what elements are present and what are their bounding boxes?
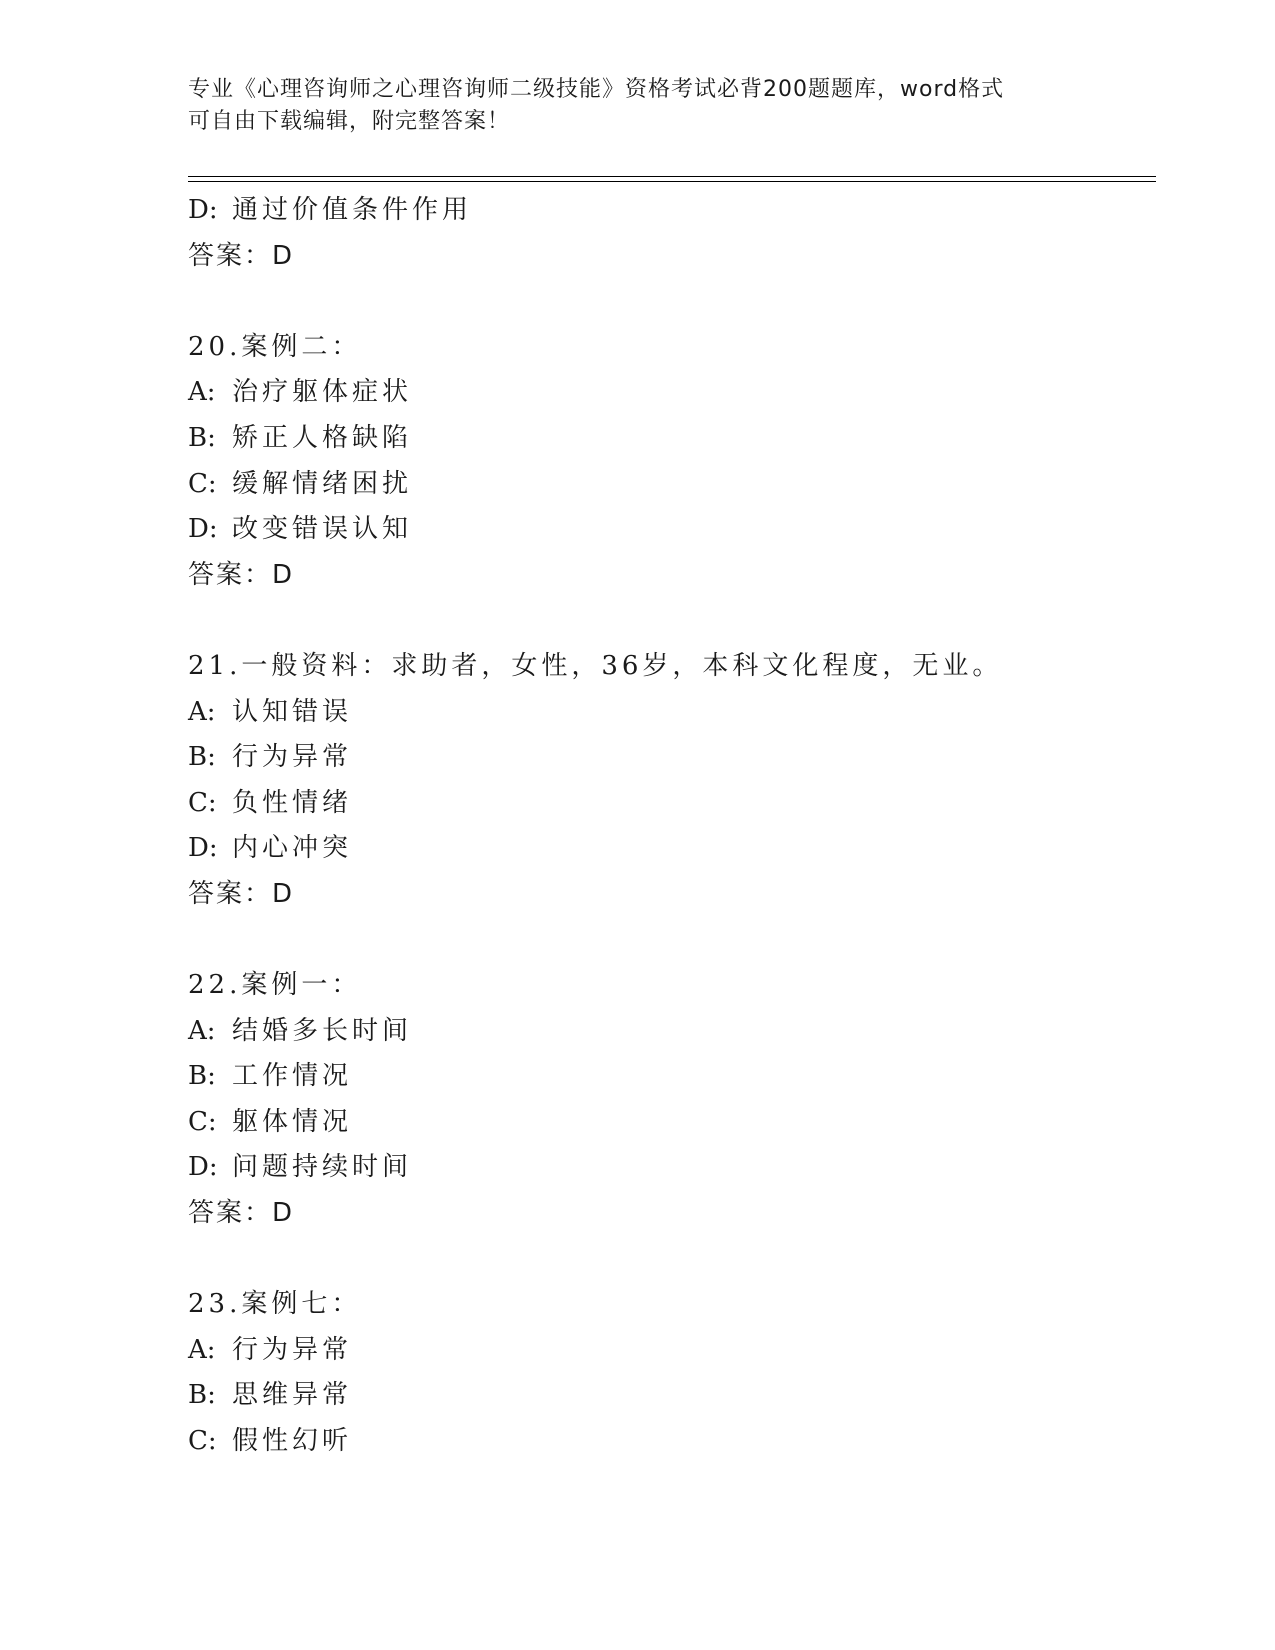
option-letter: D:: [188, 1152, 218, 1183]
option-letter: C:: [188, 787, 217, 818]
option-row: [188, 1145, 1156, 1191]
option-row: [188, 370, 1156, 416]
option-row: [188, 188, 1156, 234]
option-text: 矫正人格缺陷: [232, 422, 413, 453]
option-text: 改变错误认知: [232, 514, 413, 545]
option-letter: D:: [188, 514, 218, 545]
option-row: [188, 690, 1156, 736]
option-row: [188, 416, 1156, 462]
header-rule-top: [188, 176, 1156, 177]
option-text: 思维异常: [232, 1380, 353, 1411]
option-row: [188, 1328, 1156, 1374]
option-letter: A:: [188, 696, 216, 727]
option-row: [188, 1054, 1156, 1100]
header-line-1: 专业《心理咨询师之心理咨询师二级技能》资格考试必背200题题库，word格式: [188, 77, 1005, 102]
answer-line: 答案：D: [188, 878, 295, 909]
option-row: [188, 1373, 1156, 1419]
option-letter: B:: [188, 1061, 216, 1092]
option-row: [188, 1009, 1156, 1055]
option-letter: A:: [188, 377, 216, 408]
spacer: [188, 279, 1156, 325]
option-text: 结婚多长时间: [232, 1015, 413, 1046]
answer-line: 答案：D: [188, 559, 295, 590]
option-text: 通过价值条件作用: [232, 195, 473, 225]
option-letter: C:: [188, 1426, 217, 1457]
option-text: 工作情况: [232, 1061, 353, 1092]
question-content: [188, 188, 1156, 1465]
option-letter: D:: [188, 833, 218, 864]
answer-line: 答案：D: [188, 1198, 295, 1229]
question-title: 23.案例七：: [188, 1289, 362, 1320]
question-title: 21.一般资料：求助者，女性，36岁，本科文化程度，无业。: [188, 650, 1003, 681]
question-title: 22.案例一：: [188, 970, 362, 1001]
option-letter: D:: [188, 195, 218, 225]
option-text: 认知错误: [232, 696, 353, 727]
option-letter: C:: [188, 1106, 217, 1137]
option-text: 负性情绪: [232, 787, 353, 818]
option-letter: B:: [188, 742, 216, 773]
option-letter: A:: [188, 1015, 216, 1046]
spacer: [188, 598, 1156, 644]
header-line-2: 可自由下载编辑，附完整答案！: [188, 109, 511, 134]
option-text: 行为异常: [232, 1334, 353, 1365]
option-row: [188, 826, 1156, 872]
spacer: [188, 1237, 1156, 1283]
option-row: [188, 1419, 1156, 1465]
header-rule-bottom: [188, 181, 1156, 182]
option-row: [188, 735, 1156, 781]
option-text: 内心冲突: [232, 833, 353, 864]
spacer: [188, 918, 1156, 964]
page-header: [188, 74, 1088, 138]
option-row: [188, 462, 1156, 508]
option-row: [188, 781, 1156, 827]
option-letter: C:: [188, 468, 217, 499]
option-row: [188, 507, 1156, 553]
option-letter: A:: [188, 1334, 216, 1365]
option-text: 缓解情绪困扰: [232, 468, 413, 499]
option-letter: B:: [188, 422, 216, 453]
option-row: [188, 1100, 1156, 1146]
answer-line: 答案：D: [188, 240, 295, 271]
option-text: 躯体情况: [232, 1106, 353, 1137]
option-text: 行为异常: [232, 742, 353, 773]
option-text: 问题持续时间: [232, 1152, 413, 1183]
option-text: 治疗躯体症状: [232, 377, 413, 408]
option-text: 假性幻听: [232, 1426, 353, 1457]
question-title: 20.案例二：: [188, 331, 362, 362]
option-letter: B:: [188, 1380, 216, 1411]
